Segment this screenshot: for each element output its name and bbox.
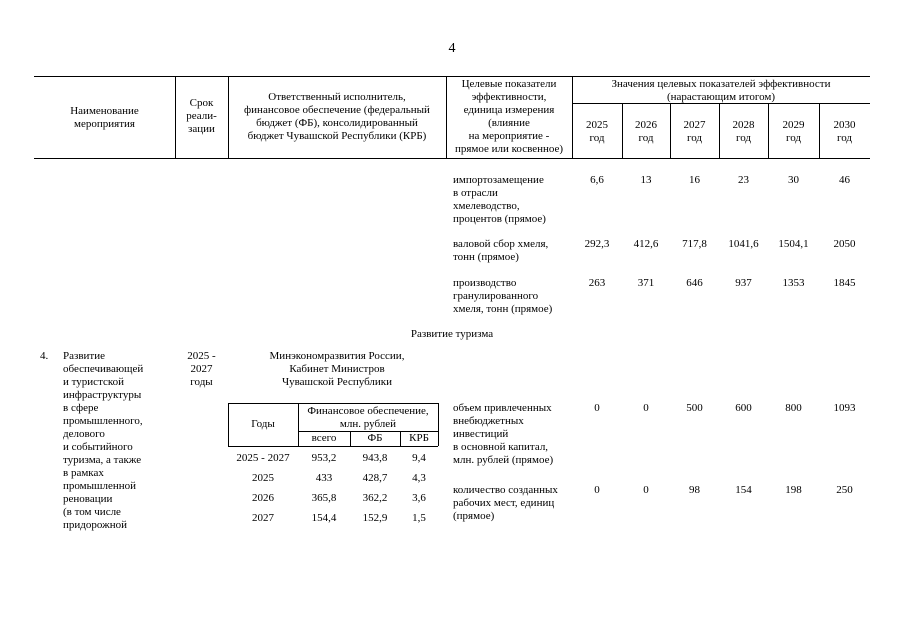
finance-col-years: Годы (251, 418, 275, 430)
section-title: Развитие туризма (410, 328, 494, 340)
finance-col-header-unit: млн. рублей (339, 418, 397, 430)
finance-sub-krb: КРБ (409, 432, 429, 444)
finance-sub-fb: ФБ (367, 432, 383, 444)
finance-col-header: Финансовое обеспечение, (307, 405, 429, 417)
item-number: 4. (40, 350, 49, 362)
table-top-border (34, 76, 870, 77)
page-number: 4 (448, 41, 456, 56)
header-bottom-border (34, 158, 870, 159)
finance-sub-total: всего (311, 432, 337, 444)
